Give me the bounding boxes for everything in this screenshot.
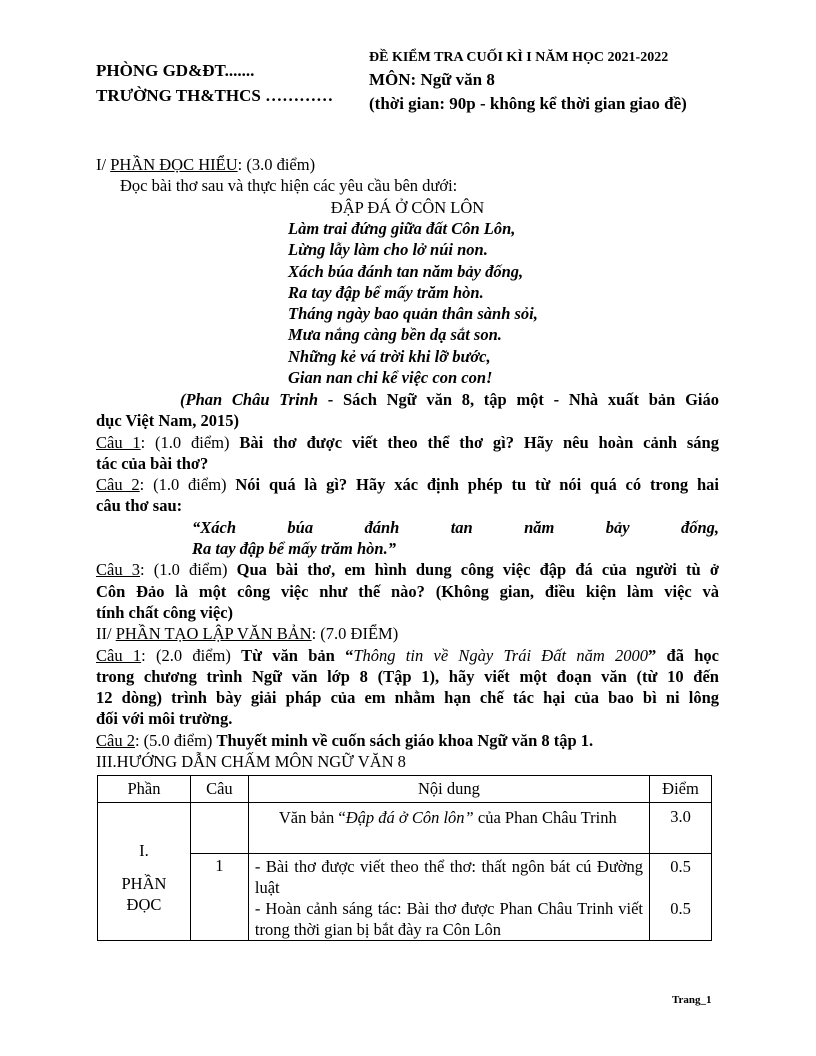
table-header-row <box>98 776 712 803</box>
col-header-score: Điểm <box>650 776 712 803</box>
question-1: Câu 1: (1.0 điểm) Bài thơ được viết theo thể thơ gì? Hãy nêu hoàn cảnh sáng <box>96 432 719 452</box>
poem-line: Làm trai đứng giữa đất Côn Lôn, <box>288 219 516 238</box>
poem-line: Những kẻ vá trời khi lỡ bước, <box>288 346 491 366</box>
poem <box>288 218 538 388</box>
poem-line: Xách búa đánh tan năm bảy đống, <box>288 261 524 281</box>
question-2-quote-2: Ra tay đập bể mấy trăm hòn.” <box>192 539 396 559</box>
part2-heading: II/ PHẦN TẠO LẬP VĂN BẢN: (7.0 ĐIỂM) <box>96 624 399 644</box>
question-3-cont2: tính chất công việc) <box>96 602 234 622</box>
exam-header <box>369 48 729 116</box>
department-name: PHÒNG GD&ĐT....... <box>96 61 255 80</box>
section-cell: I. PHẦN ĐỌC <box>98 803 191 941</box>
school-header <box>96 58 366 108</box>
part1-title: PHẦN ĐỌC HIỂU <box>110 155 238 174</box>
question-2: Câu 2: (1.0 điểm) Nói quá là gì? Hãy xác định phép tu từ nói quá có trong hai <box>96 475 719 495</box>
page-number: Trang_1 <box>672 994 712 1006</box>
answer-scores: 0.5 0.5 <box>650 854 712 941</box>
part2-title: PHẦN TẠO LẬP VĂN BẢN <box>115 624 312 644</box>
question-3-cont: Côn Đảo là một công việc như thế nào? (Không gian, điều kiện làm việc và <box>96 581 719 601</box>
question-2-quote-1: “Xách búa đánh tan năm bảy đống, <box>192 517 719 537</box>
poem-line: Mưa nắng càng bền dạ sắt son. <box>288 325 502 345</box>
exam-title: ĐỀ KIỂM TRA CUỐI KÌ I NĂM HỌC 2021-2022 <box>369 50 669 65</box>
part2-question-1-cont3: đối với môi trường. <box>96 709 233 729</box>
answer-cell: - Bài thơ được viết theo thể thơ: thất ngôn bát cú Đường luật - Hoàn cảnh sáng tác: Bài thơ được Phan Châu Trinh viết trong thời gian bị bắt đày ra Côn Lôn <box>248 854 649 941</box>
part2-question-1: Câu 1: (2.0 điểm) Từ văn bản “Thông tin về Ngày Trái Đất năm 2000” đã học <box>96 645 719 665</box>
question-number-cell: 1 <box>190 854 248 941</box>
grading-table <box>97 775 712 941</box>
intro-score: 3.0 <box>650 803 712 854</box>
part1-prefix: I/ <box>96 155 111 174</box>
questions-part1 <box>96 389 719 772</box>
empty-question-cell <box>190 803 248 854</box>
part3-title: III.HƯỚNG DẪN CHẤM MÔN NGỮ VĂN 8 <box>96 752 406 772</box>
exam-time: (thời gian: 90p - không kể thời gian giao đề) <box>369 94 687 113</box>
question-1-cont: tác của bài thơ? <box>96 453 209 473</box>
part1-instruction: Đọc bài thơ sau và thực hiện các yêu cầu bên dưới: <box>120 176 458 196</box>
part2-question-1-cont2: 12 dòng) trình bày giải pháp của em nhằm hạn chế tác hại của bao bì ni lông <box>96 688 719 708</box>
exam-subject: MÔN: Ngữ văn 8 <box>369 70 495 89</box>
poem-source-cont: dục Việt Nam, 2015) <box>96 411 239 431</box>
poem-title: ĐẬP ĐÁ Ở CÔN LÔN <box>330 197 485 217</box>
part2-question-2: Câu 2: (5.0 điểm) Thuyết minh về cuốn sách giáo khoa Ngữ văn 8 tập 1. <box>96 730 594 750</box>
question-2-cont: câu thơ sau: <box>96 496 183 516</box>
table-row <box>98 854 712 941</box>
part2-question-1-cont: trong chương trình Ngữ văn lớp 8 (Tập 1), hãy viết một đoạn văn (từ 10 đến <box>96 666 719 686</box>
part1-points: : (3.0 điểm) <box>237 155 316 174</box>
col-header-question: Câu <box>190 776 248 803</box>
table-row <box>98 803 712 854</box>
poem-line: Gian nan chi kể việc con con! <box>288 368 493 388</box>
part1-heading <box>96 154 719 218</box>
poem-line: Ra tay đập bể mấy trăm hòn. <box>288 282 484 302</box>
question-3: Câu 3: (1.0 điểm) Qua bài thơ, em hình dung công việc đập đá của người tù ở <box>96 560 719 580</box>
school-name: TRƯỜNG TH&THCS ………… <box>96 86 334 105</box>
intro-cell: Văn bản “Đập đá ở Côn lôn” của Phan Châu Trinh <box>248 803 649 854</box>
poem-source: (Phan Châu Trinh - Sách Ngữ văn 8, tập một - Nhà xuất bản Giáo <box>180 390 719 409</box>
poem-line: Tháng ngày bao quản thân sành sỏi, <box>288 304 538 324</box>
col-header-content: Nội dung <box>248 776 649 803</box>
poem-line: Lừng lẫy làm cho lở núi non. <box>288 240 488 260</box>
col-header-section: Phần <box>98 776 191 803</box>
